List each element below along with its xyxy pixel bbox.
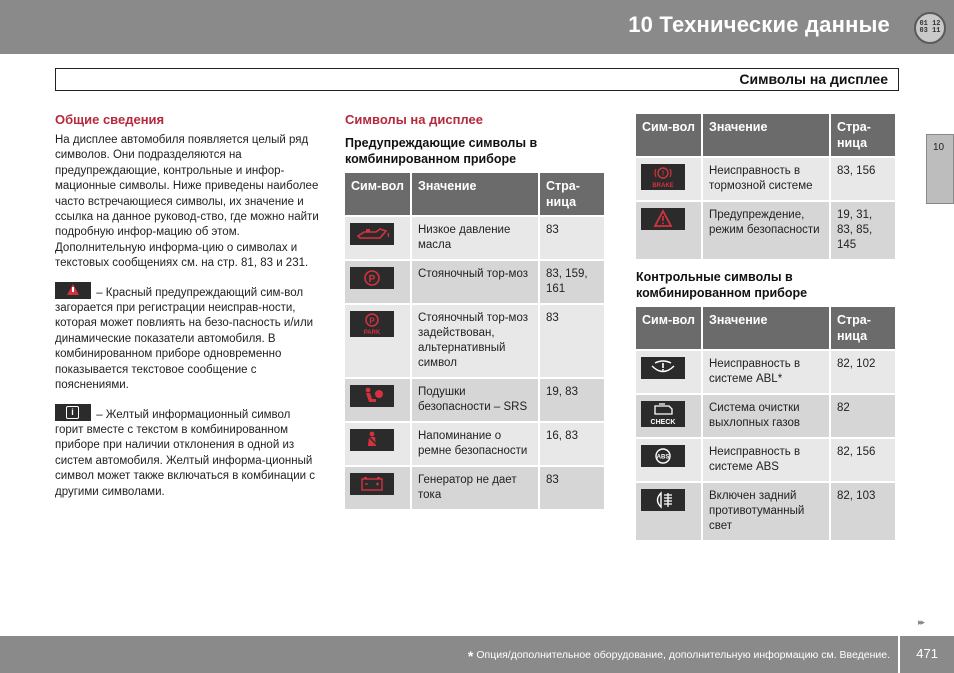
section-title: Символы на дисплее	[739, 71, 888, 87]
page-cell: 83, 159, 161	[540, 261, 604, 303]
display-symbols-column	[345, 112, 608, 511]
page-cell: 83	[540, 305, 604, 377]
table-header-row	[636, 307, 895, 349]
footnote	[468, 648, 890, 664]
airbag-srs-icon	[350, 385, 394, 407]
page-cell: 82, 156	[831, 439, 895, 481]
table-header-row	[345, 173, 604, 215]
next-page-arrow-icon[interactable]: ▸▸	[918, 617, 924, 627]
warning-symbols-heading: Предупреждающие символы в комбинированном приборе	[345, 136, 538, 166]
table-row	[636, 202, 895, 259]
abs-icon-text: ABS	[656, 454, 670, 461]
meaning-cell: Напоминание о ремне безопасности	[412, 423, 538, 465]
page-number: 471	[916, 646, 938, 661]
column-header-symbol: Сим-вол	[345, 173, 410, 215]
page-cell: 19, 83	[540, 379, 604, 421]
table-row	[345, 423, 604, 465]
table-row	[345, 261, 604, 303]
table-row	[345, 305, 604, 377]
rear-fog-light-icon	[641, 489, 685, 511]
abl-fault-icon	[641, 357, 685, 379]
brake-fault-icon	[641, 164, 685, 190]
general-heading: Общие сведения	[55, 112, 165, 127]
table-row	[636, 351, 895, 393]
meaning-cell: Стояночный тор-моз	[412, 261, 538, 303]
yellow-symbol-paragraph	[55, 404, 320, 500]
table-row	[636, 158, 895, 200]
check-icon-text: CHECK	[650, 419, 676, 426]
brake-icon-text: BRAKE	[652, 183, 674, 189]
table-row	[636, 483, 895, 540]
oil-pressure-icon	[350, 223, 394, 245]
page-cell: 82, 103	[831, 483, 895, 540]
park-brake-applied-icon	[350, 311, 394, 337]
meaning-cell: Неисправность в тормозной системе	[703, 158, 829, 200]
column-header-meaning: Значение	[412, 173, 538, 215]
meaning-cell: Стояночный тор-моз задействован, альтернативный символ	[412, 305, 538, 377]
meaning-cell: Включен задний противотуманный свет	[703, 483, 829, 540]
table-row	[636, 439, 895, 481]
seatbelt-reminder-icon	[350, 429, 394, 451]
column-header-symbol: Сим-вол	[636, 307, 701, 349]
parking-brake-icon	[350, 267, 394, 289]
meaning-cell: Низкое давление масла	[412, 217, 538, 259]
abs-fault-icon	[641, 445, 685, 467]
warning-symbols-table	[343, 171, 606, 511]
footer-divider	[898, 636, 900, 673]
general-intro: На дисплее автомобиля появляется целый ряд символов. Они подразделяются на предупреждающие, контрольные и инфор-мационные символы. Ниже приведены наиболее часто встречающиеся символы, их значение и ссылка на данное руковод-ство, где можно найти подробную инфор-мацию об этом. Дополнительную информа-цию о символах и текстовых сообщениях см. на стр. 81, 83 и 231.	[55, 134, 319, 270]
page-cell: 82	[831, 395, 895, 437]
meaning-cell: Генератор не дает тока	[412, 467, 538, 509]
column-header-meaning: Значение	[703, 307, 829, 349]
footnote-text: Опция/дополнительное оборудование, дополнительную информацию см. Введение.	[476, 649, 890, 661]
battery-generator-icon	[350, 473, 394, 495]
page-cell: 83, 156	[831, 158, 895, 200]
control-symbols-table	[634, 305, 897, 542]
check-engine-icon	[641, 401, 685, 427]
footnote-asterisk: *	[467, 648, 474, 664]
page-cell: 83	[540, 217, 604, 259]
chapter-icon-digits-top: 01 12	[919, 20, 941, 28]
chapter-header	[0, 0, 954, 54]
red-symbol-text: – Красный предупреждающий сим-вол загорается при регистрации неисправ-ности, которая может повлиять на безо-пасность и/или динамические показатели автомобиля. В комбинированном приборе одновременно показывается текстовое сообщение с пояснениями.	[55, 286, 314, 392]
page-cell: 19, 31, 83, 85, 145	[831, 202, 895, 259]
red-warning-icon	[55, 282, 91, 299]
red-symbol-paragraph	[55, 282, 320, 394]
column-header-page: Стра-ница	[831, 307, 895, 349]
table-header-row	[636, 114, 895, 156]
page-cell: 83	[540, 467, 604, 509]
park-icon-text: PARK	[363, 330, 381, 336]
column-header-page: Стра-ница	[831, 114, 895, 156]
footer-bar	[0, 636, 954, 673]
general-info-column	[55, 112, 320, 500]
control-symbols-heading: Контрольные символы в комбинированном приборе	[636, 270, 808, 300]
display-symbols-heading: Символы на дисплее	[345, 112, 483, 127]
chapter-clock-icon	[914, 12, 946, 44]
column-header-meaning: Значение	[703, 114, 829, 156]
svg-text:!: !	[661, 170, 665, 178]
table-row	[636, 395, 895, 437]
page-cell: 16, 83	[540, 423, 604, 465]
table-row	[345, 467, 604, 509]
chapter-icon-digits-bottom: 03 11	[919, 27, 941, 35]
table-row	[345, 379, 604, 421]
svg-text:P: P	[368, 274, 376, 285]
table-row	[345, 217, 604, 259]
display-symbols-column-continued	[636, 112, 899, 542]
warning-triangle-icon	[641, 208, 685, 230]
svg-text:P: P	[369, 316, 375, 326]
section-title-box	[55, 68, 899, 91]
warning-symbols-table-continued	[634, 112, 897, 261]
info-symbol-icon: i	[55, 404, 91, 421]
meaning-cell: Неисправность в системе ABL*	[703, 351, 829, 393]
column-header-symbol: Сим-вол	[636, 114, 701, 156]
meaning-cell: Неисправность в системе ABS	[703, 439, 829, 481]
meaning-cell: Система очистки выхлопных газов	[703, 395, 829, 437]
chapter-title: 10 Технические данные	[628, 12, 890, 37]
meaning-cell: Подушки безопасности – SRS	[412, 379, 538, 421]
meaning-cell: Предупреждение, режим безопасности	[703, 202, 829, 259]
page-cell: 82, 102	[831, 351, 895, 393]
chapter-side-tab[interactable]	[926, 134, 954, 204]
yellow-symbol-text: – Желтый информационный символ горит вместе с текстом в комбинированном приборе при наличии отклонения в одной из систем автомобиля. Желтый информа-ционный символ может также включаться в комбинации с другими символами.	[55, 408, 315, 498]
side-tab-label: 10	[933, 142, 945, 153]
column-header-page: Стра-ница	[540, 173, 604, 215]
